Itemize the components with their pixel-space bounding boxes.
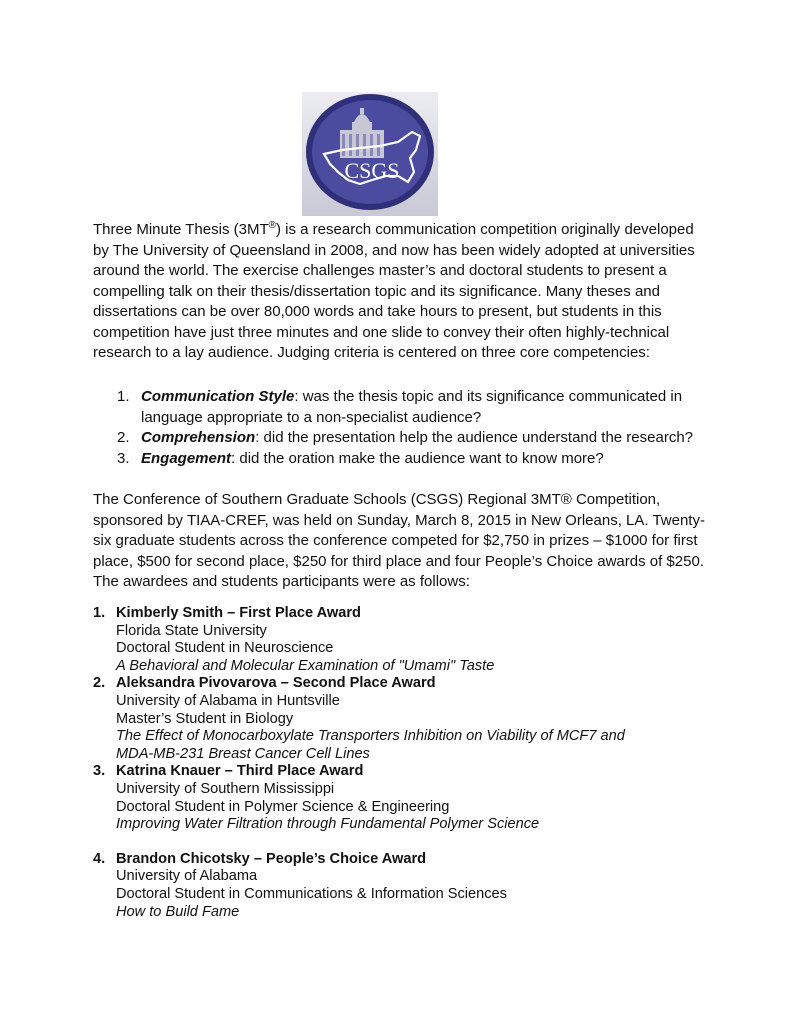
awardee-school: Florida State University bbox=[116, 622, 267, 639]
csgs-logo bbox=[302, 92, 438, 216]
criterion-term: Communication Style bbox=[141, 388, 295, 405]
awardee-program: Doctoral Student in Polymer Science & Engineering bbox=[116, 798, 450, 815]
awardee-program: Doctoral Student in Neuroscience bbox=[116, 640, 334, 657]
awardee-program: Master’s Student in Biology bbox=[116, 710, 294, 727]
awardee-title: A Behavioral and Molecular Examination of "Umami" Taste bbox=[116, 657, 495, 674]
awardee-program: Doctoral Student in Communications & Information Sciences bbox=[116, 885, 507, 902]
awardee-title: Improving Water Filtration through Fundamental Polymer Science bbox=[116, 816, 540, 833]
awardee-title: How to Build Fame bbox=[116, 903, 240, 920]
awardee-school: University of Alabama in Huntsville bbox=[116, 692, 340, 709]
awardee-item: 4. Brandon Chicotsky – People’s Choice Award University of Alabama Doctoral Student in Communications & Information Sciences How to Build Fame bbox=[93, 851, 713, 921]
judging-criteria-list bbox=[117, 387, 717, 469]
awardee-item: 1. Kimberly Smith – First Place Award Florida State University Doctoral Student in Neuroscience A Behavioral and Molecular Examination of "Umami" Taste bbox=[93, 605, 713, 675]
awardee-name: Kimberly Smith – First Place Award bbox=[116, 605, 361, 621]
csgs-seal-icon bbox=[302, 92, 438, 216]
list-item: 3. Engagement: did the oration make the audience want to know more? bbox=[117, 449, 604, 467]
awardee-title: MDA-MB-231 Breast Cancer Cell Lines bbox=[116, 745, 370, 762]
awardee-title: The Effect of Monocarboxylate Transporters Inhibition on Viability of MCF7 and bbox=[116, 728, 625, 745]
awardee-name: Katrina Knauer – Third Place Award bbox=[116, 763, 364, 780]
conference-paragraph: The Conference of Southern Graduate Schools (CSGS) Regional 3MT® Competition, sponsored by TIAA-CREF, was held on Sunday, March 8, 2015 in New Orleans, LA. Twenty-six graduate students across the conference competed for $2,750 in prizes – $1000 for first place, $500 for second place, $250 for third place and four People’s Choice awards of $250. The awardees and students participants were as follows: bbox=[93, 491, 705, 590]
awardee-item: 3. Katrina Knauer – Third Place Award University of Southern Mississippi Doctoral Student in Polymer Science & Engineering Improving Water Filtration through Fundamental Polymer Science bbox=[93, 763, 713, 833]
logo-text: CSGS bbox=[344, 158, 400, 183]
awardee-school: University of Southern Mississippi bbox=[116, 780, 335, 797]
awardee-name: Aleksandra Pivovarova – Second Place Award bbox=[116, 675, 436, 692]
awardee-item: 2. Aleksandra Pivovarova – Second Place Award University of Alabama in Huntsville Master’s Student in Biology The Effect of Monocarboxylate Transporters Inhibition on Viability of MCF7 and MDA-MB-231 Breast Cancer Cell Lines bbox=[93, 675, 713, 763]
awardee-name: Brandon Chicotsky – People’s Choice Award bbox=[116, 850, 427, 867]
list-item: 2. Comprehension: did the presentation help the audience understand the research? bbox=[117, 429, 693, 446]
list-item: 1. Communication Style: was the thesis topic and its significance communicated in language appropriate to a non-specialist audience? bbox=[117, 388, 683, 426]
intro-paragraph: Three Minute Thesis (3MT®) is a research communication competition originally developed by The University of Queensland in 2008, and now has been widely adopted at universities around the world. The exercise challenges master’s and doctoral students to present a compelling talk on their thesis/dissertation topic and its significance. Many theses and dissertations can be over 80,000 words and take hours to present, but students in this competition have just three minutes and one slide to convey their often highly-technical research to a lay audience. Judging criteria is centered on three core competencies: bbox=[93, 220, 695, 361]
awardee-school: University of Alabama bbox=[116, 868, 258, 885]
criterion-term: Engagement bbox=[141, 449, 232, 467]
awardees-list bbox=[93, 605, 713, 921]
criterion-term: Comprehension bbox=[141, 429, 256, 446]
